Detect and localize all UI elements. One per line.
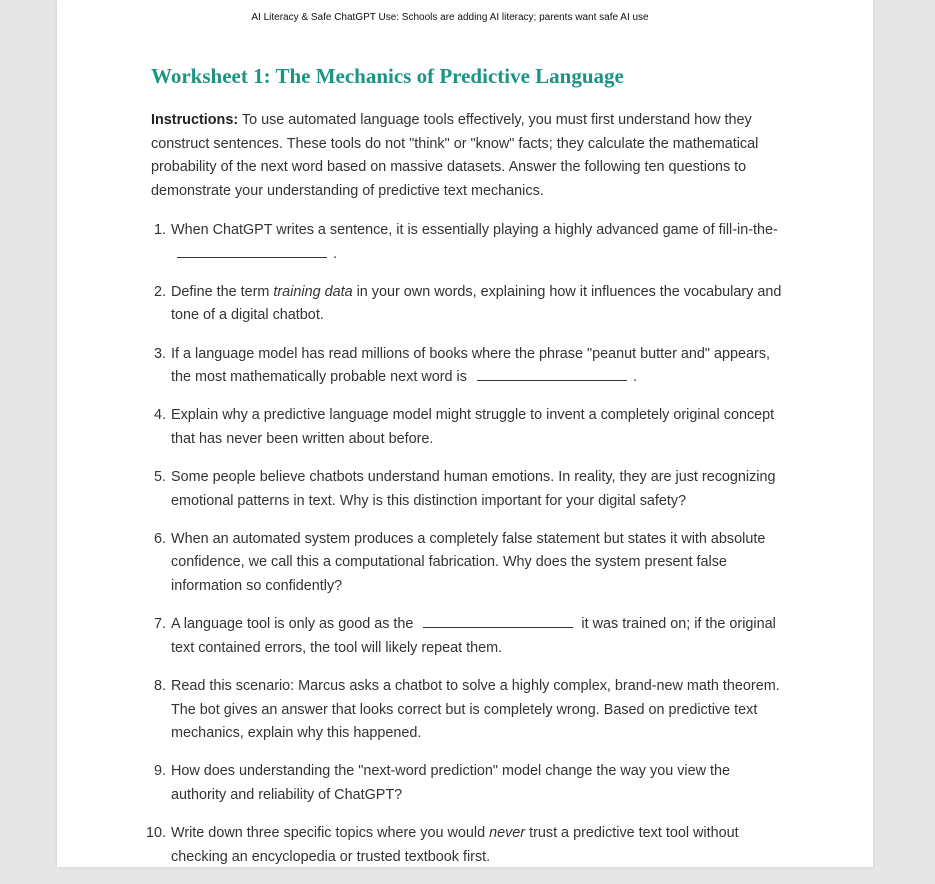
- answer-blank[interactable]: [423, 613, 573, 628]
- question-3: [153, 343, 783, 390]
- question-text: Write down three specific topics where you would: [171, 825, 490, 842]
- question-text-end: .: [632, 369, 637, 386]
- question-text: How does understanding the "next-word prediction" model change the way you view the authority and reliability of ChatGPT?: [171, 763, 730, 803]
- question-number: 8.: [153, 678, 166, 695]
- question-7: [153, 613, 783, 660]
- question-6: [153, 528, 783, 599]
- question-text: A language tool is only as good as the: [171, 616, 414, 633]
- question-text: If a language model has read millions of books where the phrase "peanut butter and" appears, the most mathematically probable next word is: [171, 345, 771, 386]
- question-text: When ChatGPT writes a sentence, it is essentially playing a highly advanced game of fill-in-the-: [171, 222, 778, 238]
- question-text: Read this scenario: Marcus asks a chatbot to solve a highly complex, brand-new math theorem. The bot gives an answer that looks correct but is completely wrong. Based on predictive text mechanics, explain why this happened.: [171, 678, 780, 742]
- question-text: Explain why a predictive language model might struggle to invent a completely original concept that has never been written about before.: [171, 407, 775, 447]
- answer-blank[interactable]: [477, 366, 627, 381]
- question-5: [153, 466, 783, 513]
- question-number: 4.: [153, 407, 166, 424]
- question-8: [153, 675, 783, 746]
- question-text: When an automated system produces a completely false statement but states it with absolute confidence, we call this a computational fabrication. Why does the system present false information so confidently?: [171, 530, 766, 594]
- question-number: 10.: [145, 825, 166, 842]
- question-10: [145, 822, 783, 869]
- question-1: [153, 219, 783, 266]
- instructions-label: Instructions:: [151, 112, 239, 128]
- question-text: Some people believe chatbots understand human emotions. In reality, they are just recognizing emotional patterns in text. Why is this distinction important for your digital safety?: [171, 469, 776, 509]
- instructions-text: To use automated language tools effectively, you must first understand how they construct sentences. These tools do not "think" or "know" facts; they calculate the mathematical probability of the next word based on massive datasets. Answer the following ten questions to demonstrate your understanding of predictive text mechanics.: [151, 112, 759, 199]
- instructions-paragraph: [151, 109, 781, 203]
- question-list: [145, 219, 783, 884]
- question-2: [153, 281, 783, 328]
- question-emphasis: training data: [273, 283, 353, 300]
- question-emphasis: never: [489, 825, 526, 842]
- document-page: [57, 0, 873, 867]
- question-number: 9.: [153, 763, 166, 780]
- running-header: AI Literacy & Safe ChatGPT Use: Schools are adding AI literacy; parents want safe AI use: [251, 12, 649, 23]
- question-number: 7.: [153, 616, 166, 633]
- question-9: [153, 760, 783, 807]
- question-text: Define the term: [171, 283, 274, 300]
- question-number: 5.: [153, 469, 166, 486]
- question-text-end: .: [333, 245, 337, 262]
- question-number: 2.: [153, 283, 166, 300]
- question-number: 6.: [153, 530, 166, 547]
- question-number: 1.: [153, 222, 166, 238]
- question-text-end: in your own words, explaining how it influences the vocabulary and tone of a digital chatbot.: [171, 283, 782, 324]
- answer-blank[interactable]: [177, 243, 327, 258]
- question-text-end: trust a predictive text tool without checking an encyclopedia or trusted textbook first.: [171, 825, 739, 865]
- question-4: [153, 404, 783, 451]
- question-number: 3.: [153, 345, 166, 362]
- question-text-end: it was trained on; if the original text contained errors, the tool will likely repeat them.: [171, 616, 776, 656]
- worksheet-title: Worksheet 1: The Mechanics of Predictive Language: [151, 64, 624, 88]
